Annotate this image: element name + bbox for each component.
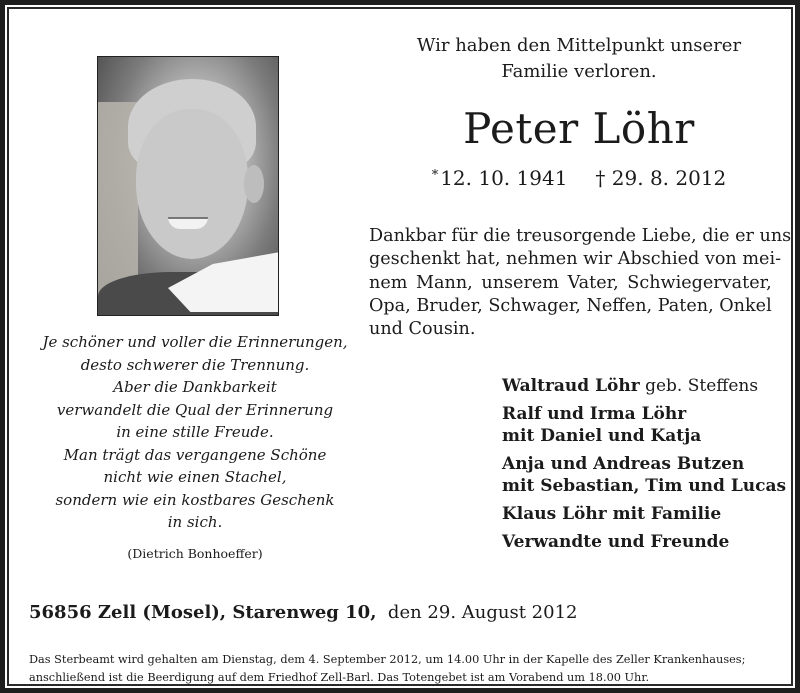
mourner-entry [502, 453, 800, 497]
headline-line: Familie verloren. [501, 61, 657, 82]
thanks-paragraph [369, 225, 794, 341]
photo-face [136, 109, 248, 259]
mourner-entry [502, 503, 800, 525]
photo-smile [168, 217, 208, 229]
life-dates [369, 163, 789, 191]
memorial-quote [31, 331, 359, 534]
quote-line: sondern wie ein kostbares Geschenk [55, 490, 335, 509]
headline-line: Wir haben den Mittelpunkt unserer [416, 35, 742, 56]
mourners-list [502, 375, 800, 559]
frame-gap [5, 5, 795, 688]
photo-ear [244, 165, 264, 203]
deceased-name: Peter Löhr [463, 104, 695, 153]
death-cross-icon: † [595, 166, 606, 190]
quote-line: Je schöner und voller die Erinnerungen, [42, 333, 348, 351]
quote-line: nicht wie einen Stachel, [103, 468, 287, 486]
mourner-line: Anja und Andreas Butzen [502, 454, 745, 474]
mourner-line: Verwandte und Freunde [502, 532, 730, 552]
quote-author: (Dietrich Bonhoeffer) [127, 546, 263, 561]
address-line [29, 601, 789, 625]
mourner-entry [502, 531, 800, 553]
address-location: 56856 Zell (Mosel), Starenweg 10, [29, 602, 377, 623]
mourner-entry [502, 403, 800, 447]
mourner-line: Klaus Löhr mit Familie [502, 504, 722, 524]
funeral-info [29, 651, 799, 686]
headline [369, 33, 789, 85]
quote-line: Man trägt das vergangene Schöne [63, 445, 327, 464]
thanks-line: Opa, Bruder, Schwager, Neffen, Paten, Onkel [369, 295, 772, 316]
mourner-line: mit Daniel und Katja [502, 426, 702, 446]
photo-collar [168, 252, 279, 312]
mourner-line: Ralf und Irma Löhr [502, 404, 687, 424]
funeral-line: Das Sterbeamt wird gehalten am Dienstag, dem 4. September 2012, um 14.00 Uhr in der Kapelle des Zeller Krankenhauses; [29, 653, 746, 666]
thanks-line: geschenkt hat, nehmen wir Abschied von mei- [369, 249, 782, 270]
death-date: 29. 8. 2012 [611, 166, 727, 190]
quote-line: desto schwerer die Trennung. [80, 355, 310, 374]
quote-line: in sich. [167, 513, 223, 531]
obituary-card [7, 7, 793, 686]
portrait-photo [97, 56, 279, 316]
mourner-line: mit Sebastian, Tim und Lucas [502, 476, 787, 496]
birth-star-icon: * [431, 168, 439, 183]
quote-line: in eine stille Freude. [116, 423, 274, 441]
mourner-entry [502, 375, 800, 397]
thanks-line: Dankbar für die treusorgende Liebe, die er uns [369, 226, 792, 246]
thanks-line: und Cousin. [369, 319, 476, 340]
birth-date: 12. 10. 1941 [440, 166, 568, 190]
quote-line: verwandelt die Qual der Erinnerung [56, 400, 334, 419]
funeral-line: anschließend ist die Beerdigung auf dem Friedhof Zell-Barl. Das Totengebet ist am Vorabend um 18.00 Uhr. [29, 670, 650, 684]
quote-line: Aber die Dankbarkeit [113, 378, 277, 396]
thanks-line: nem Mann, unserem Vater, Schwiegervater, [369, 272, 772, 293]
mourner-name: Waltraud Löhr [502, 376, 640, 396]
address-date: den 29. August 2012 [387, 602, 578, 623]
mourner-maiden-name: geb. Steffens [639, 376, 759, 396]
